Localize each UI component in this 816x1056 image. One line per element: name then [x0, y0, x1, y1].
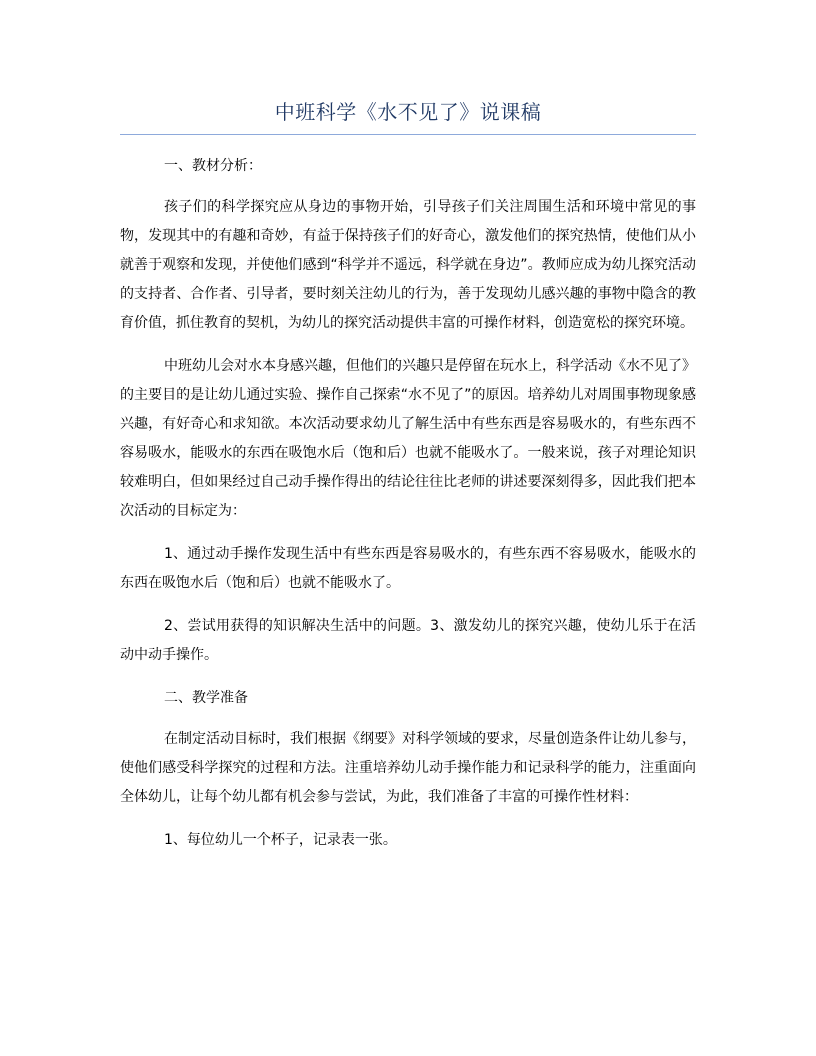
preparation-item-1: 1、每位幼儿一个杯子，记录表一张。: [164, 832, 397, 848]
paragraph-preparation: 在制定活动目标时，我们根据《纲要》对科学领域的要求，尽量创造条件让幼儿参与，使他们感受科学探究的过程和方法。注重培养幼儿动手操作能力和记录科学的能力，注重面向全体幼儿，让每个幼儿都有机会参与尝试，为此，我们准备了丰富的可操作性材料：: [120, 731, 696, 805]
paragraph-analysis-2: 中班幼儿会对水本身感兴趣，但他们的兴趣只是停留在玩水上，科学活动《水不见了》的主要目的是让幼儿通过实验、操作自己探索“水不见了”的原因。培养幼儿对周围事物现象感兴趣，有好奇心和求知欲。本次活动要求幼儿了解生活中有些东西是容易吸水的，有些东西不容易吸水，能吸水的东西在吸饱水后（饱和后）也就不能吸水了。一般来说，孩子对理论知识较难明白，但如果经过自己动手操作得出的结论往往比老师的讲述要深刻得多，因此我们把本次活动的目标定为：: [120, 358, 696, 519]
title-underline: [120, 134, 696, 135]
section-heading-preparation: 二、教学准备: [164, 690, 248, 706]
section-heading-materials-analysis: 一、教材分析：: [164, 158, 262, 174]
goal-item-2-3: 2、尝试用获得的知识解决生活中的问题。3、激发幼儿的探究兴趣，使幼儿乐于在活动中动手操作。: [120, 618, 696, 663]
goal-item-1: 1、通过动手操作发现生活中有些东西是容易吸水的，有些东西不容易吸水，能吸水的东西在吸饱水后（饱和后）也就不能吸水了。: [120, 546, 696, 591]
paragraph-analysis-1: 孩子们的科学探究应从身边的事物开始，引导孩子们关注周围生活和环境中常见的事物，发现其中的有趣和奇妙，有益于保持孩子们的好奇心，激发他们的探究热情，使他们从小就善于观察和发现，并使他们感到“科学并不遥远，科学就在身边”。教师应成为幼儿探究活动的支持者、合作者、引导者，要时刻关注幼儿的行为，善于发现幼儿感兴趣的事物中隐含的教育价值，抓住教育的契机，为幼儿的探究活动提供丰富的可操作材料，创造宽松的探究环境。: [120, 199, 696, 331]
document-body: [120, 152, 696, 869]
document-title: 中班科学《水不见了》说课稿: [274, 100, 542, 124]
